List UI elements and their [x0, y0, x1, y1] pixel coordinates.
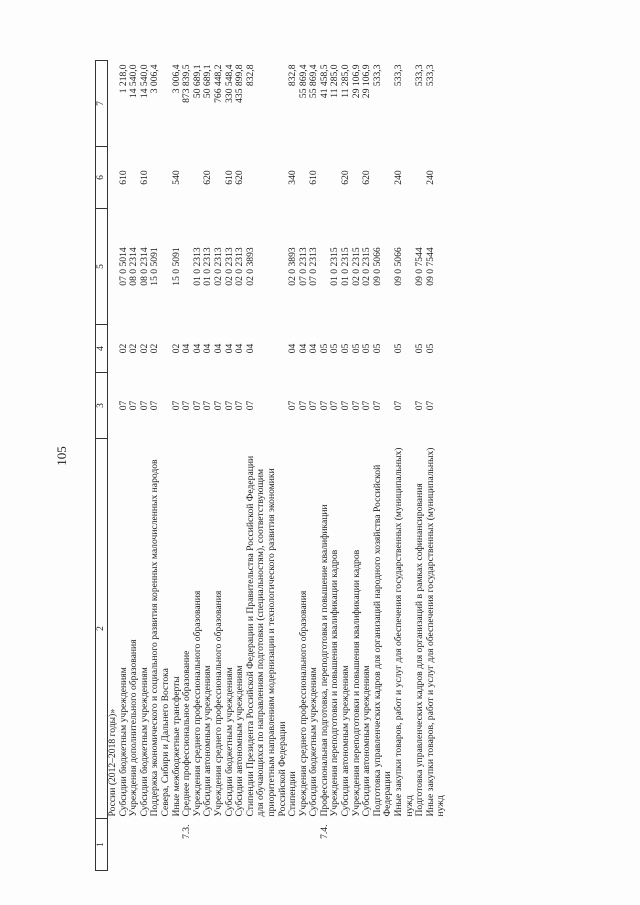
row-name: России (2012–2018 годы)» — [107, 708, 118, 817]
target-article-code: 02 0 2313 — [234, 247, 246, 286]
subsection-code: 05 — [371, 343, 383, 354]
expense-type-code — [108, 147, 119, 209]
row-number — [203, 819, 214, 871]
row-number: 7.3. — [181, 824, 193, 839]
target-article-code: 09 0 5066 — [393, 247, 405, 286]
column-header: 7 — [96, 61, 108, 147]
row-number — [288, 819, 299, 871]
section-code: 07 — [371, 400, 383, 411]
row-number — [140, 819, 151, 871]
row-name: Подготовка управленческих кадров для организаций в рамках софинансирования — [414, 483, 426, 817]
section-code: 07 — [191, 400, 203, 411]
section-code: 07 — [340, 400, 352, 411]
target-article-code: 08 0 2314 — [138, 247, 150, 286]
row-number — [394, 819, 415, 871]
row-amount: 41 458,5 — [318, 64, 330, 99]
target-article-code: 09 0 7544 — [424, 247, 436, 286]
subsection-code: 04 — [244, 343, 256, 354]
row-name: Иные межбюджетные трансферты — [170, 676, 182, 817]
table-row — [426, 61, 447, 871]
section-code: 07 — [329, 400, 341, 411]
row-number — [341, 819, 352, 871]
row-number — [150, 819, 171, 871]
target-article-code: 02 0 3893 — [244, 247, 256, 286]
row-amount: 435 899,8 — [234, 64, 246, 103]
expense-type-code — [182, 147, 193, 209]
row-amount: 832,8 — [287, 64, 299, 87]
row-amount: 533,3 — [371, 64, 383, 87]
subsection-code — [108, 325, 119, 373]
expense-type-code: 610 — [138, 170, 150, 185]
row-number — [362, 819, 373, 871]
expense-type-code — [373, 147, 394, 209]
target-article-code: 02 0 2313 — [212, 247, 224, 286]
row-name: Учреждения переподготовки и повышения квалификации кадров — [350, 549, 362, 817]
target-article-code: 08 0 2314 — [128, 247, 140, 286]
row-number — [246, 819, 288, 871]
section-code: 07 — [117, 400, 129, 411]
row-name: Иные закупки товаров, работ и услуг для обеспечения государственных (муниципальных) нужд — [424, 447, 447, 817]
table-row — [246, 61, 288, 871]
row-amount: 832,8 — [244, 64, 256, 87]
subsection-code: 05 — [350, 343, 362, 354]
section-code: 07 — [350, 400, 362, 411]
subsection-code: 04 — [308, 343, 320, 354]
expense-type-code: 610 — [308, 170, 320, 185]
section-code: 07 — [223, 400, 235, 411]
subsection-code: 05 — [393, 343, 405, 354]
subsection-code: 05 — [361, 343, 373, 354]
subsection-code: 02 — [138, 343, 150, 354]
section-code: 07 — [318, 400, 330, 411]
row-name: Учреждения переподготовки и повышения квалификации кадров — [329, 549, 341, 817]
row-amount: 50 689,1 — [191, 64, 203, 99]
target-article-code: 01 0 2313 — [202, 247, 214, 286]
subsection-code: 04 — [191, 343, 203, 354]
subsection-code: 02 — [128, 343, 140, 354]
target-article-code: 15 0 5091 — [149, 247, 161, 286]
subsection-code: 04 — [297, 343, 309, 354]
row-amount: 50 689,1 — [202, 64, 214, 99]
subsection-code: 02 — [117, 343, 129, 354]
row-number — [129, 819, 140, 871]
row-amount: 873 839,5 — [181, 64, 193, 103]
row-amount: 1 218,0 — [117, 64, 129, 94]
target-article-code: 01 0 2315 — [340, 247, 352, 286]
row-name: Субсидии автономным учреждениям — [202, 665, 214, 817]
row-amount: 29 106,9 — [350, 64, 362, 99]
target-article-code: 01 0 2315 — [329, 247, 341, 286]
row-name: Стипендии Президента Российской Федерации и Правительства Российской Федерации для обучающихся по направлениям подготовки (специальностям), соответствующим приоритетным направлениям модернизации и технологического развития экономики Российской Федерации — [244, 455, 288, 817]
section-code: 07 — [149, 400, 161, 411]
expense-type-code — [214, 147, 225, 209]
subsection-code: 05 — [329, 343, 341, 354]
target-article-code: 15 0 5091 — [170, 247, 182, 286]
page-number: 105 — [53, 446, 69, 466]
target-article-code: 09 0 5066 — [371, 247, 383, 286]
column-header: 3 — [96, 373, 108, 439]
subsection-code: 05 — [318, 343, 330, 354]
row-name: Поддержка экономического и социального развития коренных малочисленных народов Севера, Сибири и Дальнего Востока — [149, 459, 171, 817]
row-number — [330, 819, 341, 871]
row-amount: 533,3 — [424, 64, 436, 87]
column-header: 2 — [96, 439, 108, 819]
row-amount: 55 869,4 — [297, 64, 309, 99]
row-name: Стипендии — [287, 771, 299, 817]
section-code: 07 — [361, 400, 373, 411]
expense-type-code: 540 — [170, 170, 182, 185]
section-code: 07 — [138, 400, 150, 411]
subsection-code: 04 — [287, 343, 299, 354]
target-article-code: 07 0 5014 — [117, 247, 129, 286]
target-article-code: 02 0 2313 — [223, 247, 235, 286]
row-name: Учреждения среднего профессионального образования — [212, 590, 224, 817]
target-article-code: 02 0 3893 — [287, 247, 299, 286]
subsection-code: 05 — [414, 343, 426, 354]
column-header: 4 — [96, 325, 108, 373]
row-amount: 55 869,4 — [308, 64, 320, 99]
section-code: 07 — [414, 400, 426, 411]
section-code: 07 — [308, 400, 320, 411]
row-number — [426, 819, 447, 871]
subsection-code: 04 — [202, 343, 214, 354]
row-name: Субсидии бюджетным учреждениям — [223, 667, 235, 817]
expense-type-code: 620 — [202, 170, 214, 185]
section-code: 07 — [170, 400, 182, 411]
row-name: Субсидии автономным учреждениям — [234, 665, 246, 817]
target-article-code: 02 0 2315 — [350, 247, 362, 286]
row-amount: 14 540,0 — [128, 64, 140, 99]
row-amount: 11 285,0 — [329, 64, 341, 98]
target-article-code: 01 0 2313 — [191, 247, 203, 286]
expense-type-code — [150, 147, 171, 209]
row-number — [373, 819, 394, 871]
column-header: 5 — [96, 209, 108, 325]
table-row — [373, 61, 394, 871]
section-code: 07 — [244, 400, 256, 411]
expense-type-code: 610 — [117, 170, 129, 185]
section-code — [108, 373, 119, 439]
row-amount: 29 106,9 — [361, 64, 373, 99]
row-number: 7.4. — [318, 824, 330, 839]
subsection-code: 05 — [424, 343, 436, 354]
expense-type-code: 240 — [424, 170, 436, 185]
section-code: 07 — [424, 400, 436, 411]
row-name: Иные закупки товаров, работ и услуг для обеспечения государственных (муниципальных) нужд — [393, 447, 415, 817]
row-name: Субсидии бюджетным учреждениям — [117, 667, 129, 817]
row-amount: 3 006,4 — [170, 64, 182, 94]
row-name: Учреждения среднего профессионального образования — [191, 590, 203, 817]
row-number — [415, 819, 426, 871]
expense-type-code: 610 — [223, 170, 235, 185]
subsection-code: 04 — [181, 343, 193, 354]
row-number — [352, 819, 363, 871]
expense-type-code: 620 — [340, 170, 352, 185]
row-amount: 533,3 — [393, 64, 405, 87]
target-article-code — [108, 209, 119, 325]
column-header-row — [96, 61, 108, 871]
subsection-code: 04 — [234, 343, 246, 354]
row-amount: 533,3 — [414, 64, 426, 87]
subsection-code: 04 — [212, 343, 224, 354]
row-number — [235, 819, 246, 871]
subsection-code: 05 — [340, 343, 352, 354]
row-number — [299, 819, 310, 871]
row-amount: 3 006,4 — [149, 64, 161, 94]
target-article-code: 09 0 7544 — [414, 247, 426, 286]
row-name: Субсидии автономным учреждениям — [340, 665, 352, 817]
section-code: 07 — [202, 400, 214, 411]
expense-type-code: 340 — [287, 170, 299, 185]
target-article-code: 07 0 2313 — [308, 247, 320, 286]
row-name: Учреждения среднего профессионального образования — [297, 590, 309, 817]
expense-type-code: 620 — [361, 170, 373, 185]
row-amount: 11 285,0 — [340, 64, 352, 98]
row-name: Учреждения дополнительного образования — [128, 639, 140, 817]
section-code: 07 — [181, 400, 193, 411]
row-number — [119, 819, 130, 871]
section-code: 07 — [287, 400, 299, 411]
budget-table — [95, 60, 447, 871]
subsection-code: 02 — [170, 343, 182, 354]
table-row — [108, 61, 119, 871]
subsection-code: 02 — [149, 343, 161, 354]
row-number — [214, 819, 225, 871]
row-amount — [108, 61, 119, 147]
row-name: Субсидии бюджетным учреждениям — [138, 667, 150, 817]
target-article-code: 02 0 2315 — [361, 247, 373, 286]
row-number — [225, 819, 236, 871]
row-name: Субсидии автономным учреждениям — [361, 665, 373, 817]
subsection-code: 04 — [223, 343, 235, 354]
column-header: 1 — [96, 819, 108, 871]
expense-type-code: 240 — [393, 170, 405, 185]
table-row — [214, 61, 225, 871]
table-row — [394, 61, 415, 871]
row-name: Профессиональная подготовка, переподготовка и повышение квалификации — [318, 504, 330, 817]
target-article-code: 07 0 2313 — [297, 247, 309, 286]
section-code: 07 — [234, 400, 246, 411]
section-code: 07 — [393, 400, 405, 411]
row-amount: 766 448,2 — [212, 64, 224, 103]
row-amount: 14 540,0 — [138, 64, 150, 99]
row-number — [108, 819, 119, 871]
budget-table-body — [96, 61, 448, 871]
section-code: 07 — [297, 400, 309, 411]
expense-type-code — [320, 147, 331, 209]
section-code: 07 — [128, 400, 140, 411]
row-name: Среднее профессиональное образование — [181, 650, 193, 817]
row-name: Подготовка управленческих кадров для организаций народного хозяйства Российской Федерации — [371, 464, 394, 817]
column-header: 6 — [96, 147, 108, 209]
table-row — [150, 61, 171, 871]
row-number — [193, 819, 204, 871]
section-code: 07 — [212, 400, 224, 411]
row-amount: 330 548,4 — [223, 64, 235, 103]
expense-type-code: 620 — [234, 170, 246, 185]
row-name: Субсидии бюджетным учреждениям — [308, 667, 320, 817]
expense-type-code — [246, 147, 288, 209]
